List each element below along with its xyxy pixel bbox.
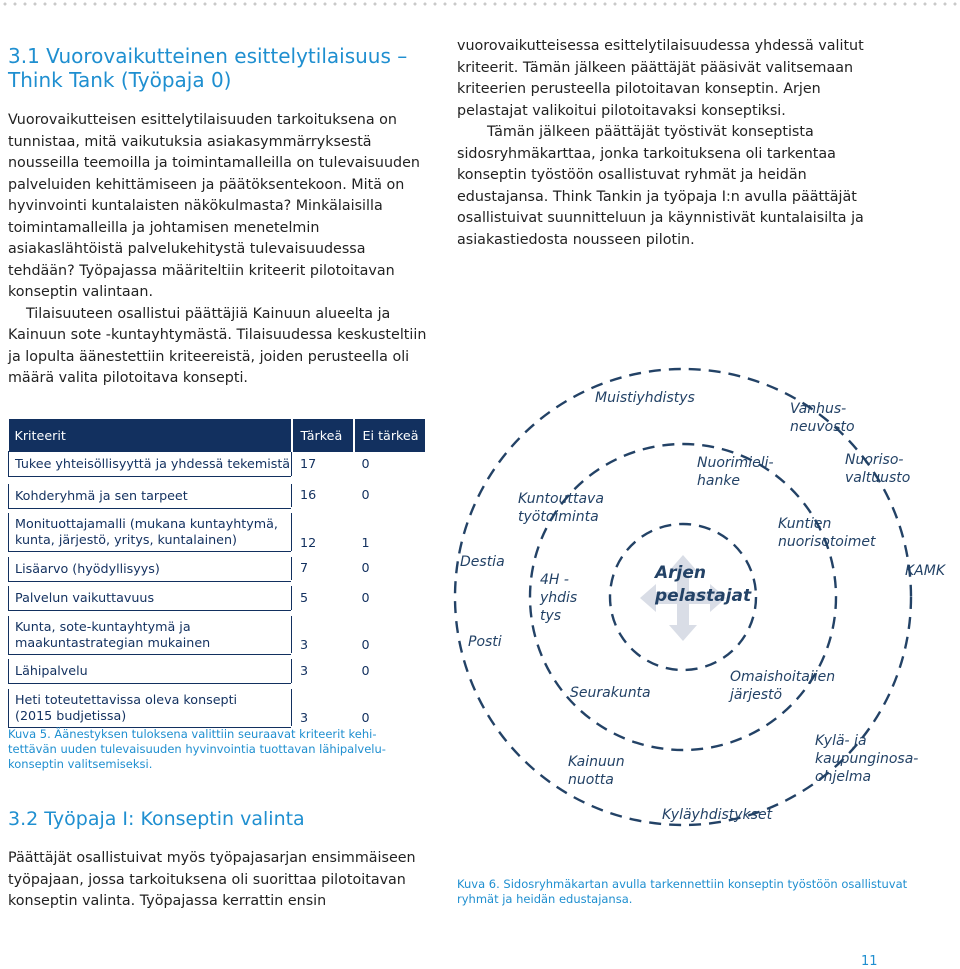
figure-5-caption: Kuva 5. Äänestyksen tuloksena valittiin seuraavat kriteerit kehi- tettävän uuden tulevaisuuden hyvinvointia tuottavan lähipalvelu- konseptin valitsemiseksi. — [8, 727, 386, 771]
criterion-line-1: Kohderyhmä ja sen tarpeet — [15, 487, 188, 503]
label-nuoriso-1: Nuoriso- — [845, 452, 904, 468]
section-3-2-title: 3.2 Työpaja I: Konseptin valinta — [8, 808, 305, 830]
criterion-line-1: Heti toteutettavissa oleva konsepti — [15, 691, 238, 707]
criterion-cell — [9, 658, 292, 684]
label-kylayhdistykset: Kyläyhdistykset — [662, 807, 773, 823]
ei-tarkea-count: 0 — [354, 615, 427, 655]
label-kyla-2: kaupunginosa- — [815, 751, 919, 767]
label-nuorimieli-2: hanke — [697, 473, 741, 489]
label-muistiyhdistys: Muistiyhdistys — [595, 390, 695, 406]
tarkea-count: 7 — [292, 556, 354, 582]
tarkea-count: 17 — [292, 452, 354, 477]
label-omais-1: Omaishoitajien — [730, 669, 836, 685]
label-nuoriso-2: valtuusto — [845, 470, 911, 486]
criterion-line-1: Lisäarvo (hyödyllisyys) — [15, 560, 160, 576]
label-4h-2: yhdis — [540, 590, 578, 606]
tarkea-count: 3 — [292, 615, 354, 655]
criterion-cell — [9, 483, 292, 509]
ei-tarkea-count: 0 — [354, 483, 427, 509]
criterion-line-1: Tukee yhteisöllisyyttä ja yhdessä tekemistä — [15, 456, 291, 471]
header-ei-tarkea: Ei tärkeä — [354, 419, 427, 452]
center-label-1: Arjen — [655, 563, 706, 583]
stakeholder-map — [440, 360, 960, 840]
section-3-2-body: Päättäjät osallistuivat myös työpajasarjan ensimmäiseen työpajaan, jossa tarkoituksena oli suorittaa pilotoitavan konseptin valinta. Työpajassa kerrattin ensin — [8, 850, 416, 909]
right-paragraph-2: Tämän jälkeen päättäjät työstivät konseptista sidosryhmäkarttaa, jonka tarkoituksena oli tarkentaa konseptin työstöön osallistuvat ryhmät ja heidän edustajansa. Think Tankin ja työpaja I:n avulla päättäjät osallistuivat suunnitteluun ja käynnistivät kuntalaisilta ja asiakastiedosta nousseen pilotin. — [457, 124, 864, 248]
label-kuntien-1: Kuntien — [778, 516, 832, 532]
ei-tarkea-count: 0 — [354, 585, 427, 611]
label-kainuun-2: nuotta — [568, 772, 614, 788]
criterion-line-1: Monituottajamalli (mukana kuntayhtymä, — [15, 516, 278, 531]
top-dotted-border — [0, 0, 960, 8]
ei-tarkea-count: 0 — [354, 452, 427, 477]
label-kyla-3: ohjelma — [815, 769, 872, 785]
section-3-1-title: 3.1 Vuorovaikutteinen esittelytilaisuus – Think Tank (Työpaja 0) — [8, 44, 408, 92]
body-paragraph-2: Tilaisuuteen osallistui päättäjiä Kainuun alueelta ja Kainuun sote -kuntayhtymästä. Tilaisuudessa keskusteltiin ja lopulta äänestettiin kriteereistä, joiden perusteella oli määrä valita pilotoitava konsepti. — [8, 305, 427, 386]
table-row — [9, 556, 427, 582]
criterion-cell — [9, 556, 292, 582]
right-column-text — [457, 36, 887, 251]
label-kuntouttava-2: työtoiminta — [518, 509, 599, 525]
ei-tarkea-count: 0 — [354, 688, 427, 728]
label-vanhus-1: Vanhus- — [790, 401, 847, 417]
ei-tarkea-count: 0 — [354, 658, 427, 684]
page-number: 11 — [861, 954, 878, 969]
table-row — [9, 615, 427, 655]
label-posti: Posti — [468, 634, 502, 650]
criterion-cell — [9, 688, 292, 728]
criterion-line-2: kunta, järjestö, yritys, kuntalainen) — [15, 532, 237, 547]
criteria-table — [8, 419, 427, 732]
criterion-line-1: Palvelun vaikuttavuus — [15, 590, 155, 605]
table-row — [9, 585, 427, 611]
body-paragraph-1: Vuorovaikutteisen esittelytilaisuuden tarkoituksena on tunnistaa, mitä vaikutuksia asiakasymmärryksestä nousseilla teemoilla ja toimintamalleilla on tulevaisuuden palveluiden kehittämiseen ja päätöksentekoon. Mitä on hyvinvointi kuntalaisten näkökulmasta? Minkälaisilla toimintamalleilla ja johtamisen menetelmin asiakaslähtöistä palvelukehitystä tulevaisuudessa tehdään? Työpajassa määriteltiin kriteerit pilotoitavan konseptin valintaan. — [8, 112, 420, 300]
label-seurakunta: Seurakunta — [570, 685, 651, 701]
header-tarkea: Tärkeä — [292, 419, 354, 452]
table-row — [9, 452, 427, 477]
ei-tarkea-count: 1 — [354, 512, 427, 552]
label-kuntouttava-1: Kuntouttava — [518, 491, 604, 507]
center-label-2: pelastajat — [655, 586, 752, 606]
figure-6-caption: Kuva 6. Sidosryhmäkartan avulla tarkennettiin konseptin työstöön osallistuvat ryhmät ja heidän edustajansa. — [457, 877, 908, 906]
header-kriteerit: Kriteerit — [9, 419, 292, 452]
criterion-cell — [9, 615, 292, 655]
right-paragraph-1: vuorovaikutteisessa esittelytilaisuudessa yhdessä valitut kriteerit. Tämän jälkeen päättäjät pääsivät valitsemaan kriteerien perusteella pilotoitavan konseptin. Arjen pelastajat valikoitui pilotoitavaksi konseptiksi. — [457, 38, 864, 119]
table-row — [9, 658, 427, 684]
criterion-cell — [9, 585, 292, 611]
tarkea-count: 3 — [292, 688, 354, 728]
label-nuorimieli-1: Nuorimieli- — [697, 455, 774, 471]
criterion-line-2: (2015 budjetissa) — [15, 707, 127, 723]
label-4h-1: 4H - — [540, 572, 569, 588]
label-omais-2: järjestö — [730, 687, 783, 703]
label-vanhus-2: neuvosto — [790, 419, 855, 435]
tarkea-count: 5 — [292, 585, 354, 611]
table-row — [9, 512, 427, 552]
label-4h-3: tys — [540, 608, 562, 624]
label-kyla-1: Kylä- ja — [815, 733, 867, 749]
label-kainuun-1: Kainuun — [568, 754, 625, 770]
tarkea-count: 12 — [292, 512, 354, 552]
criterion-line-1: Kunta, sote-kuntayhtymä ja — [15, 618, 191, 634]
table-row — [9, 688, 427, 728]
ei-tarkea-count: 0 — [354, 556, 427, 582]
tarkea-count: 16 — [292, 483, 354, 509]
section-3-1-body — [8, 110, 428, 390]
criterion-line-1: Lähipalvelu — [15, 663, 88, 678]
criterion-cell — [9, 452, 292, 477]
tarkea-count: 3 — [292, 658, 354, 684]
criterion-line-2: maakuntastrategian mukainen — [15, 634, 211, 650]
label-destia: Destia — [460, 554, 505, 570]
label-kuntien-2: nuorisotoimet — [778, 534, 876, 550]
table-row — [9, 483, 427, 509]
criterion-cell — [9, 512, 292, 552]
label-kamk: KAMK — [905, 563, 946, 579]
